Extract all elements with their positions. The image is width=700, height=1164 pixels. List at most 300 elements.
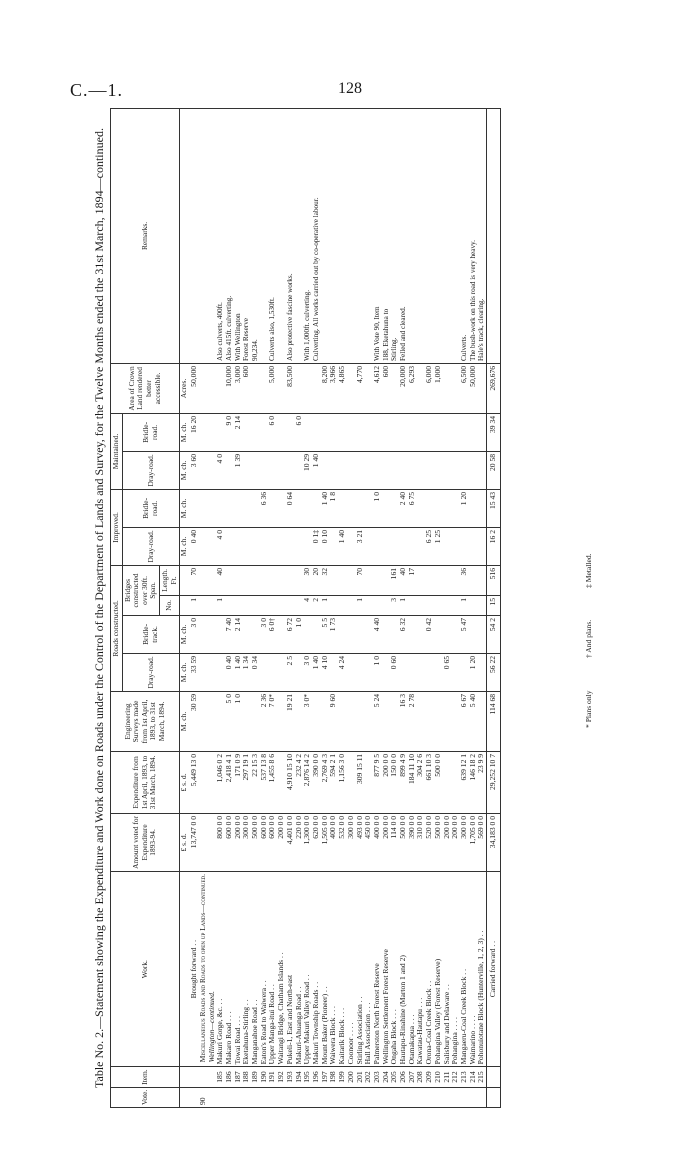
row-vote <box>364 1087 373 1107</box>
row-expenditure: 309 15 11 <box>356 751 365 813</box>
row-mbridle <box>373 413 382 451</box>
row-engineering <box>434 691 443 751</box>
row-mdray <box>268 451 277 489</box>
row-bridle: 7 40 <box>225 615 234 653</box>
row-item-number: 190 <box>260 1067 269 1087</box>
col-work: Work. <box>111 871 180 1066</box>
row-expenditure: 23 9 9 <box>477 751 486 813</box>
row-bridle <box>356 615 365 653</box>
cf-bridges-no: 15 <box>487 595 501 615</box>
row-no: 1 <box>216 595 225 615</box>
row-item-number: 197 <box>321 1067 330 1087</box>
table-row <box>295 109 304 1108</box>
unit-acres: Acres. <box>180 363 191 413</box>
row-remarks <box>260 109 269 364</box>
row-bridle <box>303 615 312 653</box>
row-mdray <box>242 451 251 489</box>
row-mbridle: 6 0 <box>268 413 277 451</box>
row-engineering <box>356 691 365 751</box>
cf-maintained-dray: 20 58 <box>487 451 501 489</box>
footnote-metalled: ‡ Metalled. <box>584 553 593 588</box>
row-expenditure: 232 4 2 <box>295 751 304 813</box>
row-remarks <box>443 109 452 364</box>
row-no: 4 <box>303 595 312 615</box>
row-item-number: 194 <box>295 1067 304 1087</box>
row-len <box>242 565 251 595</box>
row-remarks: With Wellington <box>234 109 243 364</box>
row-mdray <box>416 451 425 489</box>
row-area: 6,500 <box>460 363 469 413</box>
row-dray <box>347 653 356 691</box>
table-title: Table No. 2.—Statement showing the Expenditure and Work done on Roads under the Control of the Department of Lands and Survey, for the Twelve Months ended the 31st March, 1894—continued. <box>92 128 106 1088</box>
row-area: 50,000 <box>469 363 478 413</box>
row-mdray <box>434 451 443 489</box>
row-item-number: 213 <box>460 1067 469 1087</box>
row-dray <box>451 653 460 691</box>
row-bridle: 1 0 <box>295 615 304 653</box>
row-len: 17 <box>408 565 417 595</box>
row-vote <box>390 1087 399 1107</box>
table-row <box>451 109 460 1108</box>
row-item-number: 207 <box>408 1067 417 1087</box>
row-mdray <box>382 451 391 489</box>
row-len <box>373 565 382 595</box>
row-dray: 0 60 <box>390 653 399 691</box>
row-remarks <box>329 109 338 364</box>
bf-bridges-no: 1 <box>190 595 199 615</box>
row-work-name: Makuri Township Roads . . <box>312 871 321 1066</box>
row-amount: 800 0 0 <box>216 813 225 871</box>
row-mbridle <box>321 413 330 451</box>
row-mbridle <box>356 413 365 451</box>
row-ibridle <box>416 489 425 527</box>
row-work-name: Towai Road . . . <box>234 871 243 1066</box>
row-bridle: 5 47 <box>460 615 469 653</box>
row-ibridle <box>434 489 443 527</box>
col-amount-voted: Amount voted for Expenditure 1893-94. <box>111 813 180 871</box>
row-work-name: Makuri-Ahuanga Road . . <box>295 871 304 1066</box>
row-area <box>477 363 486 413</box>
row-len <box>329 565 338 595</box>
table-row <box>408 109 417 1108</box>
row-work-name: Salisbury and Delaware . . <box>443 871 452 1066</box>
row-idray: 0 1‡ <box>312 527 321 565</box>
row-idray <box>268 527 277 565</box>
document-reference: C.—1. <box>70 80 124 100</box>
row-ibridle: 1 8 <box>329 489 338 527</box>
row-amount: 500 0 0 <box>251 813 260 871</box>
row-remarks <box>356 109 365 364</box>
row-remarks: With Vote 90, Item <box>373 109 382 364</box>
row-mbridle: 2 14 <box>234 413 243 451</box>
row-engineering: 6 67 <box>460 691 469 751</box>
row-remarks <box>364 109 373 364</box>
row-mdray <box>469 451 478 489</box>
row-vote <box>373 1087 382 1107</box>
section-vote: 90 <box>199 1087 208 1107</box>
row-ibridle: 1 0 <box>373 489 382 527</box>
col-vote: Vote. <box>111 1087 180 1107</box>
row-expenditure: 22 15 3 <box>251 751 260 813</box>
row-bridle: 0 42 <box>425 615 434 653</box>
unit-money-2: £ s. d. <box>180 751 191 813</box>
row-mdray: 10 29 <box>303 451 312 489</box>
row-item-number: 188 <box>242 1067 251 1087</box>
col-roads-constructed: Roads constructed. <box>111 565 123 691</box>
row-work-name: Wellington Settlement Forest Reserve <box>382 871 391 1066</box>
row-item-number: 193 <box>286 1067 295 1087</box>
row-amount: 200 0 0 <box>451 813 460 871</box>
row-mdray <box>373 451 382 489</box>
row-bridle: 5 5 <box>321 615 330 653</box>
row-amount: 220 0 0 <box>295 813 304 871</box>
row-item-number: 195 <box>303 1067 312 1087</box>
unit-mch-mdray: M. ch. <box>180 451 191 489</box>
row-work-name: Pohonuiotane Block (Hunterville, 1, 2, 3) . . <box>477 871 486 1066</box>
row-vote <box>216 1087 225 1107</box>
row-amount: 200 0 0 <box>277 813 286 871</box>
row-bridle: 6 0† <box>268 615 277 653</box>
row-amount: 200 0 0 <box>443 813 452 871</box>
row-idray: 1 40 <box>338 527 347 565</box>
row-len <box>234 565 243 595</box>
row-bridle <box>443 615 452 653</box>
row-dray <box>399 653 408 691</box>
cf-improved-dray: 16 2 <box>487 527 501 565</box>
row-idray <box>286 527 295 565</box>
row-item-number: 189 <box>251 1067 260 1087</box>
row-vote <box>234 1087 243 1107</box>
row-mbridle <box>338 413 347 451</box>
row-area: 20,000 <box>399 363 408 413</box>
row-mbridle <box>425 413 434 451</box>
table-row <box>416 109 425 1108</box>
row-idray <box>408 527 417 565</box>
row-len: 30 <box>303 565 312 595</box>
row-idray: 1 25 <box>434 527 443 565</box>
row-engineering <box>382 691 391 751</box>
row-vote <box>295 1087 304 1107</box>
row-expenditure: 899 4 9 <box>399 751 408 813</box>
bf-bridle: 3 0 <box>190 615 199 653</box>
row-expenditure: 877 9 5 <box>373 751 382 813</box>
row-ibridle: 0 64 <box>286 489 295 527</box>
row-vote <box>460 1087 469 1107</box>
row-amount: 532 0 0 <box>338 813 347 871</box>
row-remarks <box>408 109 417 364</box>
row-no <box>338 595 347 615</box>
col-improved-dray: Dray-road. <box>122 527 180 565</box>
unit-mch-eng: M. ch. <box>180 691 191 751</box>
row-len <box>338 565 347 595</box>
row-work-name: Waiwera Block . . . <box>329 871 338 1066</box>
col-remarks: Remarks. <box>111 109 180 364</box>
row-dray <box>416 653 425 691</box>
brought-forward-label: Brought forward . . <box>190 871 199 1066</box>
row-idray <box>225 527 234 565</box>
col-dray-road: Dray-road. <box>122 653 180 691</box>
row-amount: 200 0 0 <box>382 813 391 871</box>
row-remarks <box>434 109 443 364</box>
row-item-number: 187 <box>234 1067 243 1087</box>
row-work-name: Pohangina Valley (Forest Reserve) <box>434 871 443 1066</box>
col-maintained-dray: Dray-road. <box>122 451 180 489</box>
row-bridle <box>347 615 356 653</box>
row-amount: 300 0 0 <box>460 813 469 871</box>
row-remarks <box>277 109 286 364</box>
row-bridle: 1 73 <box>329 615 338 653</box>
unit-mch-mbridle: M. ch. <box>180 413 191 451</box>
row-engineering: 7 0* <box>268 691 277 751</box>
row-mbridle <box>469 413 478 451</box>
row-amount: 310 0 0 <box>416 813 425 871</box>
row-ibridle <box>216 489 225 527</box>
row-dray <box>477 653 486 691</box>
col-expenditure: Expenditure from 1st April, 1893, to 31st March, 1894. <box>111 751 180 813</box>
row-expenditure: 2,418 4 1 <box>225 751 234 813</box>
row-mbridle <box>443 413 452 451</box>
row-engineering: 2 36 <box>260 691 269 751</box>
row-engineering: 19 21 <box>286 691 295 751</box>
row-mbridle <box>451 413 460 451</box>
row-expenditure: 500 0 0 <box>434 751 443 813</box>
row-item-number: 202 <box>364 1067 373 1087</box>
row-bridle: 6 32 <box>399 615 408 653</box>
col-area: Area of Crown Land rendered better accessible. <box>111 363 180 413</box>
row-vote <box>329 1087 338 1107</box>
row-mbridle <box>434 413 443 451</box>
row-mbridle <box>312 413 321 451</box>
bf-dray: 33 59 <box>190 653 199 691</box>
row-amount: 493 0 0 <box>356 813 365 871</box>
row-len <box>268 565 277 595</box>
row-item-number: 198 <box>329 1067 338 1087</box>
row-area: 10,000 <box>225 363 234 413</box>
row-ibridle: 6 75 <box>408 489 417 527</box>
row-len <box>364 565 373 595</box>
row-ibridle <box>382 489 391 527</box>
row-len <box>286 565 295 595</box>
row-amount: 569 0 0 <box>477 813 486 871</box>
row-engineering <box>338 691 347 751</box>
row-expenditure: 1,455 8 6 <box>268 751 277 813</box>
row-mbridle <box>251 413 260 451</box>
row-bridle: 3 0 <box>260 615 269 653</box>
row-idray <box>242 527 251 565</box>
row-vote <box>443 1087 452 1107</box>
row-len: 20 <box>312 565 321 595</box>
row-mdray <box>477 451 486 489</box>
row-idray <box>382 527 391 565</box>
unit-mch-bridle: M. ch. <box>180 615 191 653</box>
row-no <box>443 595 452 615</box>
table-row <box>425 109 434 1108</box>
row-no: 1 <box>356 595 365 615</box>
row-mbridle <box>347 413 356 451</box>
row-engineering: 5 24 <box>373 691 382 751</box>
subsection-heading: Wellington—continued. <box>208 871 217 1066</box>
row-mdray <box>338 451 347 489</box>
row-vote <box>477 1087 486 1107</box>
row-bridle: 2 14 <box>234 615 243 653</box>
bf-area: 50,000 <box>190 363 199 413</box>
row-expenditure: 594 2 1 <box>329 751 338 813</box>
row-work-name: Kawatau-Hautapu . . . <box>416 871 425 1066</box>
row-engineering: 1 0 <box>234 691 243 751</box>
row-len <box>225 565 234 595</box>
row-idray <box>460 527 469 565</box>
row-item-number: 196 <box>312 1067 321 1087</box>
row-engineering: 9 60 <box>329 691 338 751</box>
page-number: 128 <box>338 80 362 97</box>
row-vote <box>434 1087 443 1107</box>
row-work-name: Orona-Coal Creek Block . . <box>425 871 434 1066</box>
row-item-number: 208 <box>416 1067 425 1087</box>
row-ibridle <box>356 489 365 527</box>
row-mdray <box>321 451 330 489</box>
row-area: 4,612 <box>373 363 382 413</box>
row-mbridle: 9 0 <box>225 413 234 451</box>
row-remarks <box>338 109 347 364</box>
row-mdray <box>277 451 286 489</box>
row-no <box>425 595 434 615</box>
row-idray <box>277 527 286 565</box>
row-mdray <box>251 451 260 489</box>
row-ibridle: 1 40 <box>321 489 330 527</box>
row-bridle <box>382 615 391 653</box>
row-mdray <box>286 451 295 489</box>
row-expenditure: 2,769 4 3 <box>321 751 330 813</box>
row-vote <box>260 1087 269 1107</box>
row-item-number: 206 <box>399 1067 408 1087</box>
row-bridle <box>338 615 347 653</box>
row-ibridle <box>242 489 251 527</box>
row-remarks: With 1,000ft. culverting. <box>303 109 312 364</box>
row-amount: 400 0 0 <box>373 813 382 871</box>
table-row <box>277 109 286 1108</box>
col-bridle-track: Bridle-track. <box>122 615 180 653</box>
row-no <box>277 595 286 615</box>
row-vote <box>251 1087 260 1107</box>
row-dray: 1 0 <box>373 653 382 691</box>
row-vote <box>408 1087 417 1107</box>
col-maintained-bridle: Bridle-road. <box>122 413 180 451</box>
row-expenditure: 390 0 0 <box>312 751 321 813</box>
row-work-name: Hautapu-Rinahine (Marton 1 and 2) <box>399 871 408 1066</box>
row-mdray: 4 0 <box>216 451 225 489</box>
row-dray <box>408 653 417 691</box>
section-heading-row <box>199 109 208 1108</box>
row-vote <box>277 1087 286 1107</box>
table-row <box>356 109 365 1108</box>
row-engineering <box>347 691 356 751</box>
row-vote <box>347 1087 356 1107</box>
table-row <box>347 109 356 1108</box>
row-dray: 1 34 <box>242 653 251 691</box>
row-vote <box>382 1087 391 1107</box>
row-item-number: 201 <box>356 1067 365 1087</box>
table-row <box>242 109 251 1108</box>
row-mdray <box>408 451 417 489</box>
row-idray <box>477 527 486 565</box>
row-vote <box>312 1087 321 1107</box>
row-len: 161 <box>390 565 399 595</box>
row-area: 1,000 <box>434 363 443 413</box>
row-len <box>416 565 425 595</box>
row-no: 2 <box>312 595 321 615</box>
row-len: 40 <box>399 565 408 595</box>
table-row <box>329 109 338 1108</box>
table-row <box>234 109 243 1108</box>
row-remarks <box>425 109 434 364</box>
row-remarks: Culverting. All works carried out by co-operative labour. <box>312 109 321 364</box>
table-row <box>382 109 391 1108</box>
cf-bridges-length: 516 <box>487 565 501 595</box>
row-bridle: 4 40 <box>373 615 382 653</box>
row-engineering <box>425 691 434 751</box>
row-len <box>477 565 486 595</box>
row-no <box>408 595 417 615</box>
row-mdray <box>364 451 373 489</box>
row-item-number: 191 <box>268 1067 277 1087</box>
row-item-number: 205 <box>390 1067 399 1087</box>
row-expenditure: 661 10 3 <box>425 751 434 813</box>
row-remarks: The bush-work on this road is very heavy. <box>469 109 478 364</box>
bf-engineering: 30 59 <box>190 691 199 751</box>
row-remarks: Felled and cleared. <box>399 109 408 364</box>
row-mdray <box>399 451 408 489</box>
row-mdray <box>460 451 469 489</box>
row-item-number: 192 <box>277 1067 286 1087</box>
subsection-heading-row <box>208 109 217 1108</box>
row-item-number: 209 <box>425 1067 434 1087</box>
row-area: 83,500 <box>286 363 295 413</box>
row-expenditure: 297 19 1 <box>242 751 251 813</box>
row-work-name: Mount Baker (Pioneer) . . <box>321 871 330 1066</box>
row-amount: 500 0 0 <box>399 813 408 871</box>
row-idray <box>443 527 452 565</box>
row-work-name: Kaitarik Block . . . <box>338 871 347 1066</box>
unit-mch-ibridle: M. ch. <box>180 489 191 527</box>
row-work-name: Mangaeru-Coal Creek Block . . <box>460 871 469 1066</box>
row-work-name: Upper Manga-itui Road . . <box>268 871 277 1066</box>
row-vote <box>268 1087 277 1107</box>
row-mbridle <box>390 413 399 451</box>
row-mdray <box>356 451 365 489</box>
row-len <box>277 565 286 595</box>
col-item: Item. <box>111 1067 180 1087</box>
table-row <box>312 109 321 1108</box>
row-no <box>242 595 251 615</box>
row-amount: 600 0 0 <box>268 813 277 871</box>
row-expenditure: 537 13 8 <box>260 751 269 813</box>
row-no: 3 <box>390 595 399 615</box>
row-engineering <box>443 691 452 751</box>
row-dray: 0 65 <box>443 653 452 691</box>
table-row <box>477 109 486 1108</box>
row-vote <box>425 1087 434 1107</box>
row-remarks: Also 415ft. culverting. <box>225 109 234 364</box>
row-ibridle <box>443 489 452 527</box>
row-ibridle <box>234 489 243 527</box>
bf-expenditure: 5,449 13 0 <box>190 751 199 813</box>
row-amount: 450 0 0 <box>364 813 373 871</box>
row-expenditure: 2,876 14 2 <box>303 751 312 813</box>
row-ibridle: 6 36 <box>260 489 269 527</box>
row-amount: 620 0 0 <box>312 813 321 871</box>
row-mbridle <box>477 413 486 451</box>
row-dray: 3 0 <box>303 653 312 691</box>
